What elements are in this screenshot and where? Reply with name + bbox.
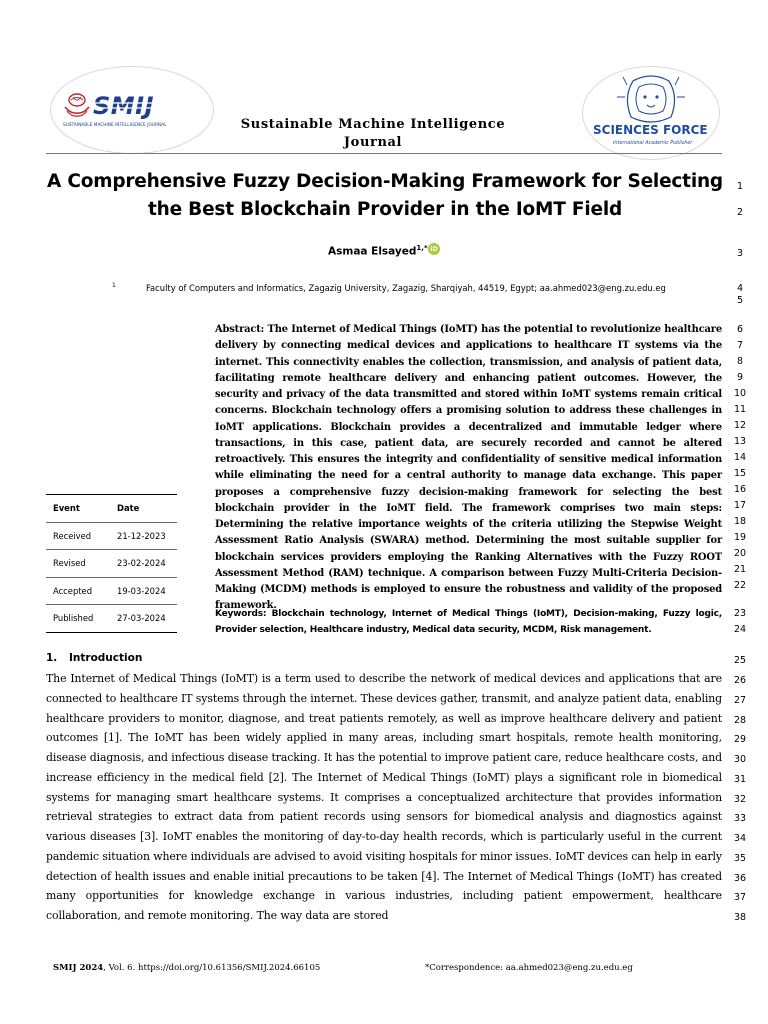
- introduction-paragraph: The Internet of Medical Things (IoMT) is a term used to describe the network of medical devices and applications that are connected to healthcare IT systems through the internet. These devices gather, transmit, and analyze patient data, enabling healthcare providers to monitor, diagnose, and treat patients remotely, as well as improve healthcare delivery and patient outcomes [1]. The IoMT has been widely applied in many areas, including smart hospitals, remote health monitoring, disease diagnosis, and infectious disease tracking. It has the potential to improve patient care, reduce healthcare costs, and increase efficiency in the medical field [2]. The Internet of Medical Things (IoMT) plays a significant role in biomedical systems for managing smart healthcare systems. It comprises a conceptualized architecture that provides information retrieval strategies to extract data from patient records using sensors for biomedical analysis and diagnostics against various diseases [3]. IoMT enables the monitoring of day-to-day health records, which is particularly useful in the current pandemic situation where individuals are advised to avoid visiting hospitals for minor issues. IoMT devices can help in early detection of health issues and enable initial precautions to be taken [4]. The Internet of Medical Things (IoMT) has created many opportunities for knowledge exchange in various industries, including patient empowerment, healthcare collaboration, and remote monitoring. The way data are stored: [46, 672, 722, 922]
- line-number: 21: [733, 564, 747, 575]
- table-row: [46, 605, 177, 632]
- date-cell: 19-03-2024: [117, 585, 166, 596]
- line-number: 9: [736, 372, 744, 383]
- svg-text:SMIJ: SMIJ: [93, 92, 155, 120]
- section-title: Introduction: [69, 652, 143, 664]
- event-cell: Published: [53, 613, 94, 624]
- line-number: 15: [733, 468, 747, 479]
- line-number: 36: [733, 873, 747, 884]
- event-cell: Revised: [53, 558, 86, 569]
- table-row: [46, 523, 177, 551]
- date-cell: 21-12-2023: [117, 530, 166, 541]
- abstract: Abstract: The Internet of Medical Things (IoMT) has the potential to revolutionize healthcare delivery by connecting medical devices and applications to healthcare IT systems via the internet. This connectivity enables the collection, transmission, and analysis of patient data, facilitating remote healthcare delivery and enhancing patient outcomes. However, the security and privacy of the data transmitted and stored within IoMT systems remain critical concerns. Blockchain technology offers a promising solution to address these challenges in IoMT applications. Blockchain provides a decentralized and immutable ledger where transactions, in this case, patient data, are securely recorded and cannot be altered retroactively. This ensures the integrity and confidentiality of sensitive medical information while eliminating the need for a central authority to manage data exchange. This paper proposes a comprehensive fuzzy decision-making framework for selecting the best blockchain provider in the IoMT field. The framework comprises two main steps: Determining the relative importance weights of the criteria utilizing the Stepwise Weight Assessment Ratio Analysis (SWARA) method. Determining the most suitable supplier for blockchain services providers employing the Ranking Alternatives with the Fuzzy ROOT Assessment Method (RAM) technique. A comparison between Fuzzy Multi-Criteria Decision-Making (MCDM) methods is employed to ensure the robustness and validity of the proposed framework.: [215, 324, 722, 612]
- line-number: 18: [733, 516, 747, 527]
- header-divider: [46, 153, 722, 154]
- line-number: 35: [733, 853, 747, 864]
- line-number: 32: [733, 794, 747, 805]
- sciences-force-logo-frame: [582, 66, 720, 160]
- journal-name: Sustainable Machine Intelligence Journal: [240, 117, 506, 150]
- keywords: Keywords: Blockchain technology, Internet of Medical Things (IoMT), Decision-making, Fuzzy logic, Provider selection, Healthcare industry, Medical data security, MCDM, Risk management.: [215, 609, 722, 635]
- line-number: 1: [736, 181, 744, 192]
- lion-crest-icon: [583, 67, 719, 159]
- line-number: 10: [733, 388, 747, 399]
- event-cell: Accepted: [53, 585, 93, 596]
- line-number: 14: [733, 452, 747, 463]
- orcid-icon[interactable]: iD: [428, 243, 440, 255]
- line-number: 38: [733, 912, 747, 923]
- line-number: 33: [733, 813, 747, 824]
- line-number: 26: [733, 675, 747, 686]
- svg-text:SCIENCES FORCE: SCIENCES FORCE: [593, 123, 708, 137]
- line-number: 29: [733, 734, 747, 745]
- line-number: 27: [733, 695, 747, 706]
- line-number: 12: [733, 420, 747, 431]
- date-cell: 23-02-2024: [117, 558, 166, 569]
- line-number: 11: [733, 404, 747, 415]
- line-number: 34: [733, 833, 747, 844]
- line-number: 25: [733, 655, 747, 666]
- line-number: 37: [733, 892, 747, 903]
- affiliation-text: Faculty of Computers and Informatics, Zagazig University, Zagazig, Sharqiyah, 44519, Egypt; aa.ahmed023@eng.zu.edu.eg: [146, 283, 666, 293]
- line-number: 17: [733, 500, 747, 511]
- footer-journal-year: SMIJ 2024: [53, 963, 104, 973]
- svg-text:SUSTAINABLE MACHINE INTELLIGEN: SUSTAINABLE MACHINE INTELLIGENCE JOURNAL: [63, 123, 167, 128]
- line-number: 5: [736, 295, 744, 306]
- line-number: 7: [736, 340, 744, 351]
- line-number: 23: [733, 608, 747, 619]
- paper-title: A Comprehensive Fuzzy Decision-Making Framework for Selecting the Best Blockchain Provider in the IoMT Field: [47, 171, 723, 220]
- line-number: 30: [733, 754, 747, 765]
- footer-volume-doi[interactable]: , Vol. 6. https://doi.org/10.61356/SMIJ.2024.66105: [103, 963, 321, 973]
- line-number: 2: [736, 207, 744, 218]
- table-row: [46, 578, 177, 606]
- author-superscript: 1,*: [416, 244, 428, 252]
- table-header-date: Date: [117, 503, 140, 514]
- line-number: 16: [733, 484, 747, 495]
- author-name-text: Asmaa Elsayed: [328, 245, 417, 258]
- footer-citation: [53, 963, 320, 973]
- author-name: [328, 244, 428, 258]
- affiliation-number: 1: [112, 282, 116, 289]
- line-number: 31: [733, 774, 747, 785]
- line-number: 6: [736, 324, 744, 335]
- line-number: 20: [733, 548, 747, 559]
- line-number: 28: [733, 715, 747, 726]
- smij-logo-frame: [50, 66, 214, 154]
- line-number: 3: [736, 248, 744, 259]
- line-number: 22: [733, 580, 747, 591]
- line-number: 8: [736, 356, 744, 367]
- line-number: 24: [733, 624, 747, 635]
- table-row: [46, 550, 177, 578]
- section-heading-introduction: [46, 652, 142, 664]
- line-number: 13: [733, 436, 747, 447]
- section-number: 1.: [46, 652, 58, 664]
- line-number: 19: [733, 532, 747, 543]
- event-cell: Received: [53, 530, 92, 541]
- date-cell: 27-03-2024: [117, 613, 166, 624]
- table-header-row: [46, 495, 177, 523]
- event-date-table: [46, 494, 177, 633]
- table-header-event: Event: [53, 503, 80, 514]
- line-number: 4: [736, 283, 744, 294]
- footer-correspondence: *Correspondence: aa.ahmed023@eng.zu.edu.eg: [425, 963, 633, 973]
- smij-logo-icon: [51, 67, 213, 153]
- svg-text:International Academic Publish: International Academic Publisher: [613, 141, 693, 146]
